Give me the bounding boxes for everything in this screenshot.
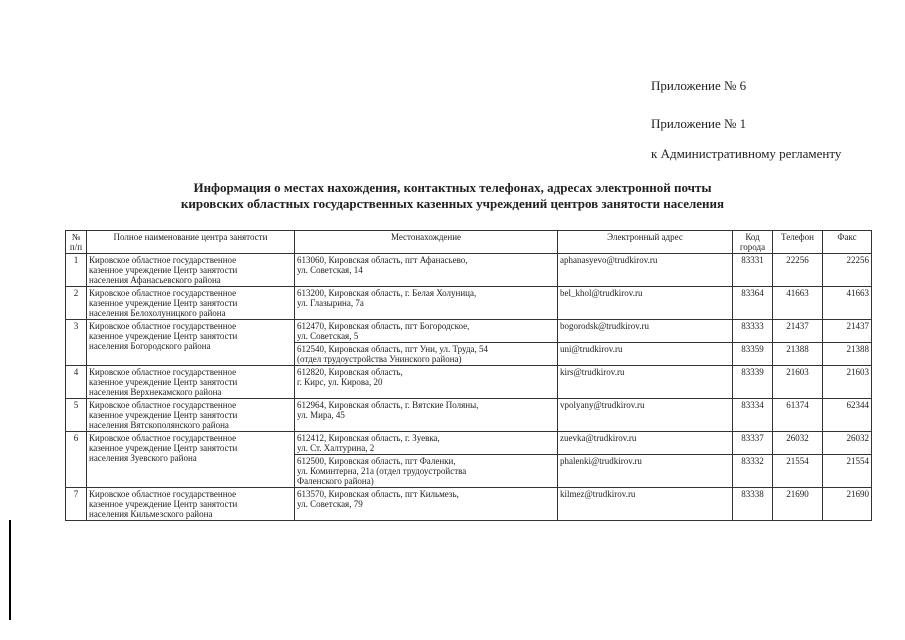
phone-cell: 22256 (773, 254, 823, 287)
address-cell-line: 613570, Кировская область, пгт Кильмезь, (297, 489, 459, 499)
city-code-cell: 83339 (733, 366, 773, 399)
address-cell-line: 613200, Кировская область, г. Белая Холуница, (297, 288, 477, 298)
email-cell: zuevka@trudkirov.ru (558, 432, 733, 455)
email-cell: uni@trudkirov.ru (558, 343, 733, 366)
header-phone: Телефон (773, 231, 823, 254)
address-cell-line: 612820, Кировская область, (297, 367, 403, 377)
header-email: Электронный адрес (558, 231, 733, 254)
row-number: 1 (66, 254, 87, 287)
address-cell (295, 320, 558, 343)
phone-cell: 21388 (773, 343, 823, 366)
table-row (66, 254, 872, 287)
table-header-row (66, 231, 872, 254)
center-name-line: казенное учреждение Центр занятости (89, 443, 238, 453)
email-cell: bogorodsk@trudkirov.ru (558, 320, 733, 343)
center-name (87, 432, 295, 488)
address-cell-line: г. Кирс, ул. Кирова, 20 (297, 377, 383, 387)
center-name-line: населения Вятскополянского района (89, 420, 229, 430)
address-cell-line: 612470, Кировская область, пгт Богородское, (297, 321, 470, 331)
header-address: Местонахождение (295, 231, 558, 254)
center-name-line: Кировское областное государственное (89, 255, 237, 265)
regulation-reference: к Административному регламенту (651, 146, 842, 161)
scan-margin-mark (9, 520, 11, 620)
center-name-line: населения Кильмезского района (89, 509, 213, 519)
phone-cell: 21690 (773, 488, 823, 521)
center-name-line: населения Богородского района (89, 341, 211, 351)
row-number: 6 (66, 432, 87, 488)
header-fax: Факс (823, 231, 872, 254)
city-code-cell: 83337 (733, 432, 773, 455)
employment-centers-table (65, 230, 872, 521)
center-name (87, 366, 295, 399)
fax-cell: 21437 (823, 320, 872, 343)
center-name (87, 287, 295, 320)
address-cell (295, 343, 558, 366)
center-name-line: казенное учреждение Центр занятости (89, 499, 238, 509)
fax-cell: 26032 (823, 432, 872, 455)
email-cell: vpolyany@trudkirov.ru (558, 399, 733, 432)
address-cell-line: 612964, Кировская область, г. Вятские Поляны, (297, 400, 479, 410)
phone-cell: 21554 (773, 455, 823, 488)
table-row (66, 366, 872, 399)
header-num: № п/п (66, 231, 87, 254)
fax-cell: 21603 (823, 366, 872, 399)
address-cell-line: ул. Советская, 14 (297, 265, 363, 275)
center-name-line: Кировское областное государственное (89, 367, 237, 377)
email-cell: aphanasyevo@trudkirov.ru (558, 254, 733, 287)
city-code-cell: 83332 (733, 455, 773, 488)
email-cell: kilmez@trudkirov.ru (558, 488, 733, 521)
header-name: Полное наименование центра занятости (87, 231, 295, 254)
title-line: Информация о местах нахождения, контактных телефонах, адресах электронной почты (193, 180, 712, 195)
table-body (66, 254, 872, 521)
city-code-cell: 83333 (733, 320, 773, 343)
address-cell-line: Фаленского района) (297, 476, 374, 486)
address-cell-line: 612500, Кировская область, пгт Фаленки, (297, 456, 456, 466)
address-cell-line: ул. Советская, 79 (297, 499, 363, 509)
address-cell-line: ул. Глазырина, 7а (297, 298, 364, 308)
document-title (0, 180, 905, 212)
center-name-line: казенное учреждение Центр занятости (89, 298, 238, 308)
center-name-line: Кировское областное государственное (89, 321, 237, 331)
table-row (66, 432, 872, 455)
email-cell: bel_khol@trudkirov.ru (558, 287, 733, 320)
row-number: 5 (66, 399, 87, 432)
address-cell-line: ул. Советская, 5 (297, 331, 359, 341)
title-line: кировских областных государственных казенных учреждений центров занятости населения (180, 196, 725, 211)
fax-cell: 22256 (823, 254, 872, 287)
phone-cell: 21603 (773, 366, 823, 399)
center-name-line: казенное учреждение Центр занятости (89, 377, 238, 387)
address-cell (295, 399, 558, 432)
phone-cell: 41663 (773, 287, 823, 320)
address-cell (295, 366, 558, 399)
center-name (87, 488, 295, 521)
address-cell (295, 254, 558, 287)
header-code: Код города (733, 231, 773, 254)
center-name-line: населения Белохолуницкого района (89, 308, 226, 318)
city-code-cell: 83359 (733, 343, 773, 366)
fax-cell: 21690 (823, 488, 872, 521)
fax-cell: 21554 (823, 455, 872, 488)
fax-cell: 21388 (823, 343, 872, 366)
center-name-line: казенное учреждение Центр занятости (89, 331, 238, 341)
phone-cell: 61374 (773, 399, 823, 432)
center-name (87, 399, 295, 432)
row-number: 2 (66, 287, 87, 320)
center-name-line: населения Зуевского района (89, 453, 197, 463)
table-row (66, 320, 872, 343)
city-code-cell: 83334 (733, 399, 773, 432)
city-code-cell: 83364 (733, 287, 773, 320)
address-cell (295, 488, 558, 521)
fax-cell: 62344 (823, 399, 872, 432)
center-name-line: Кировское областное государственное (89, 433, 237, 443)
center-name-line: населения Афанасьевского района (89, 275, 221, 285)
center-name-line: Кировское областное государственное (89, 288, 237, 298)
table-row (66, 399, 872, 432)
center-name-line: казенное учреждение Центр занятости (89, 410, 238, 420)
address-cell-line: 612540, Кировская область, пгт Уни, ул. Труда, 54 (297, 344, 489, 354)
center-name (87, 254, 295, 287)
address-cell-line: ул. Мира, 45 (297, 410, 345, 420)
center-name-line: казенное учреждение Центр занятости (89, 265, 238, 275)
address-cell (295, 432, 558, 455)
phone-cell: 21437 (773, 320, 823, 343)
row-number: 4 (66, 366, 87, 399)
city-code-cell: 83338 (733, 488, 773, 521)
center-name-line: Кировское областное государственное (89, 489, 237, 499)
address-cell (295, 455, 558, 488)
row-number: 7 (66, 488, 87, 521)
address-cell-line: (отдел трудоустройства Унинского района) (297, 354, 462, 364)
address-cell-line: ул. Коминтерна, 21а (отдел трудоустройства (297, 466, 467, 476)
city-code-cell: 83331 (733, 254, 773, 287)
center-name (87, 320, 295, 366)
center-name-line: Кировское областное государственное (89, 400, 237, 410)
center-name-line: населения Верхнекамского района (89, 387, 222, 397)
appendix-1-label: Приложение № 1 (651, 116, 747, 131)
address-cell-line: 613060, Кировская область, пгт Афанасьево, (297, 255, 468, 265)
address-cell-line: 612412, Кировская область, г. Зуевка, (297, 433, 440, 443)
appendix-6-label: Приложение № 6 (651, 78, 747, 93)
phone-cell: 26032 (773, 432, 823, 455)
email-cell: phalenki@trudkirov.ru (558, 455, 733, 488)
address-cell (295, 287, 558, 320)
row-number: 3 (66, 320, 87, 366)
address-cell-line: ул. Ст. Халтурина, 2 (297, 443, 375, 453)
email-cell: kirs@trudkirov.ru (558, 366, 733, 399)
table-row (66, 488, 872, 521)
table-row (66, 287, 872, 320)
fax-cell: 41663 (823, 287, 872, 320)
